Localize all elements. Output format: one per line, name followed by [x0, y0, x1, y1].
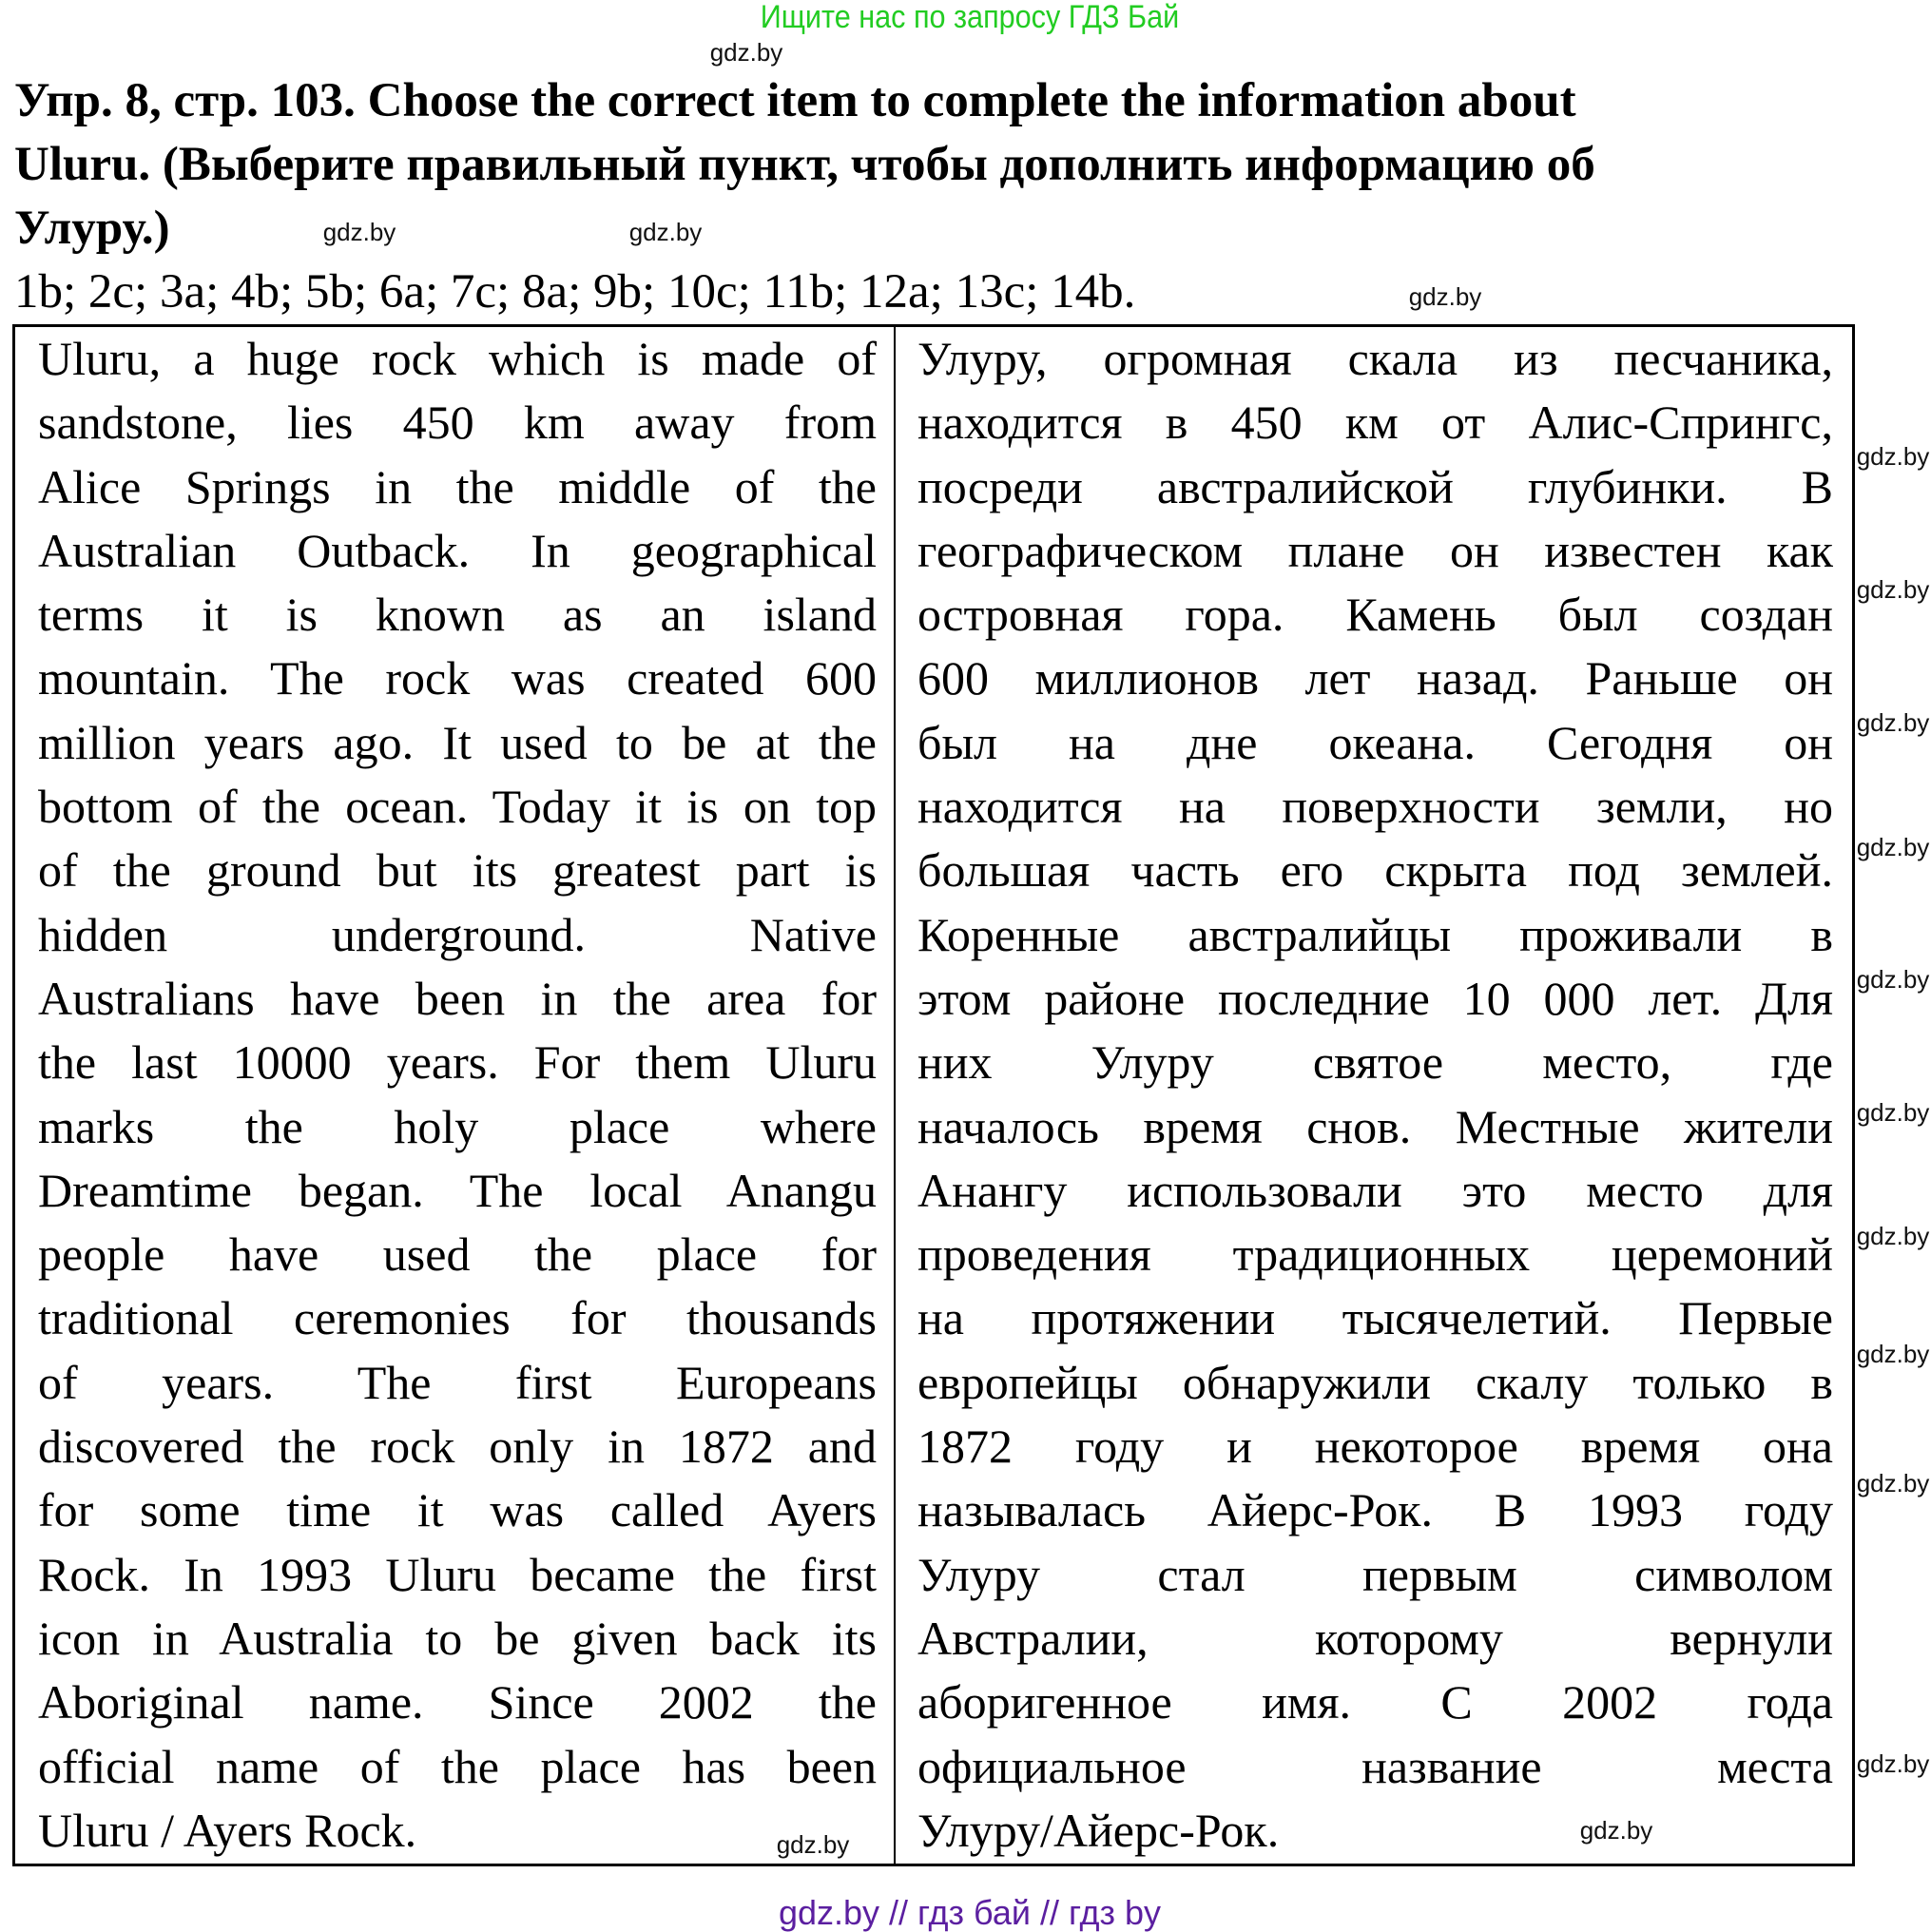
text-line: 600 миллионов лет назад. Раньше он	[917, 651, 1833, 705]
text-line: на протяжении тысячелетий. Первые	[917, 1291, 1833, 1345]
watermark: gdz.by	[1856, 833, 1930, 861]
text-line: Aboriginal name. Since 2002 the	[38, 1675, 877, 1729]
text-line: проведения традиционных церемоний	[917, 1227, 1833, 1282]
text-line: большая часть его скрыта под землей.	[917, 843, 1833, 898]
watermark: gdz.by	[1856, 1222, 1930, 1250]
search-banner: Ищите нас по запросу ГДЗ Бай	[760, 0, 1180, 35]
column-divider	[894, 327, 896, 1864]
text-line: европейцы обнаружили скалу только в	[917, 1355, 1833, 1409]
text-line: million years ago. It used to be at the	[38, 715, 877, 769]
text-line: называлась Айерс-Рок. В 1993 году	[917, 1483, 1833, 1537]
english-text-cell	[38, 327, 877, 1863]
text-line: mountain. The rock was created 600	[38, 651, 877, 705]
text-line: был на дне океана. Сегодня он	[917, 715, 1833, 769]
text-line: Dreamtime began. The local Anangu	[38, 1163, 877, 1217]
watermark: gdz.by	[628, 218, 703, 246]
text-line: этом районе последние 10 000 лет. Для	[917, 971, 1833, 1025]
text-line: Анангу использовали это место для	[917, 1163, 1833, 1217]
text-line: the last 10000 years. For them Uluru	[38, 1035, 877, 1090]
footer-watermark: gdz.by // гдз бай // гдз by	[778, 1893, 1162, 1932]
answer-key: 1b; 2c; 3a; 4b; 5b; 6a; 7c; 8a; 9b; 10c; 11b; 12a; 13c; 14b.	[14, 265, 1136, 319]
text-line: находится на поверхности земли, но	[917, 780, 1833, 834]
watermark: gdz.by	[1856, 965, 1930, 994]
text-line: началось время снов. Местные жители	[917, 1099, 1833, 1153]
heading-line: Упр. 8, стр. 103. Choose the correct item to complete the information about	[14, 74, 1576, 127]
russian-text-cell	[917, 327, 1833, 1863]
watermark: gdz.by	[322, 218, 396, 246]
heading-line: Улуру.)	[14, 202, 170, 255]
text-line: hidden underground. Native	[38, 907, 877, 961]
text-line: official name of the place has been	[38, 1739, 877, 1793]
watermark: gdz.by	[1856, 442, 1930, 471]
text-line: bottom of the ocean. Today it is on top	[38, 780, 877, 834]
watermark: gdz.by	[1856, 708, 1930, 737]
text-line: географическом плане он известен как	[917, 523, 1833, 577]
text-line: Австралии, которому вернули	[917, 1611, 1833, 1665]
text-line: discovered the rock only in 1872 and	[38, 1420, 877, 1474]
text-line: of the ground but its greatest part is	[38, 843, 877, 898]
text-line: terms it is known as an island	[38, 588, 877, 642]
text-line: Улуру стал первым символом	[917, 1547, 1833, 1601]
text-line: people have used the place for	[38, 1227, 877, 1282]
text-line: Улуру/Айерс-Рок.	[917, 1803, 1280, 1857]
watermark: gdz.by	[709, 38, 783, 67]
text-line: посреди австралийской глубинки. В	[917, 459, 1833, 513]
text-line: Australian Outback. In geographical	[38, 523, 877, 577]
text-line: traditional ceremonies for thousands	[38, 1291, 877, 1345]
watermark: gdz.by	[1856, 1098, 1930, 1127]
text-line: Australians have been in the area for	[38, 971, 877, 1025]
watermark: gdz.by	[1408, 282, 1482, 311]
text-line: Alice Springs in the middle of the	[38, 459, 877, 513]
text-line: Улуру, огромная скала из песчаника,	[917, 332, 1833, 385]
watermark: gdz.by	[1856, 1749, 1930, 1778]
text-line: официальное название места	[917, 1739, 1833, 1793]
watermark: gdz.by	[1579, 1816, 1653, 1845]
text-line: sandstone, lies 450 km away from	[38, 396, 877, 450]
translation-table	[12, 324, 1855, 1866]
text-line: of years. The first Europeans	[38, 1355, 877, 1409]
watermark: gdz.by	[1856, 575, 1930, 604]
text-line: находится в 450 км от Алис-Спрингс,	[917, 396, 1833, 450]
text-line: for some time it was called Ayers	[38, 1483, 877, 1537]
watermark: gdz.by	[1856, 1340, 1930, 1368]
exercise-heading	[14, 69, 1854, 261]
text-line: Uluru / Ayers Rock.	[38, 1803, 417, 1857]
text-line: marks the holy place where	[38, 1099, 877, 1153]
text-line: островная гора. Камень был создан	[917, 588, 1833, 642]
text-line: них Улуру святое место, где	[917, 1035, 1833, 1090]
text-line: Uluru, a huge rock which is made of	[38, 332, 877, 385]
text-line: Rock. In 1993 Uluru became the first	[38, 1547, 877, 1601]
text-line: аборигенное имя. С 2002 года	[917, 1675, 1833, 1729]
heading-line: Uluru. (Выберите правильный пункт, чтобы дополнить информацию об	[14, 138, 1595, 191]
watermark: gdz.by	[776, 1830, 850, 1859]
watermark: gdz.by	[1856, 1469, 1930, 1497]
text-line: Коренные австралийцы проживали в	[917, 907, 1833, 961]
text-line: 1872 году и некоторое время она	[917, 1420, 1833, 1474]
text-line: icon in Australia to be given back its	[38, 1611, 877, 1665]
